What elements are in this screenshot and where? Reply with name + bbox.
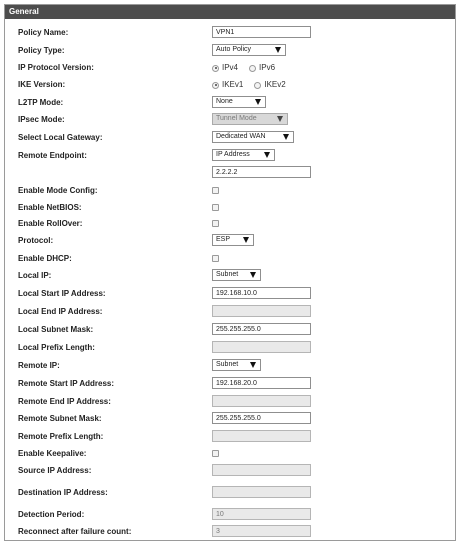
remote-endpoint-value: IP Address — [216, 151, 250, 158]
ipsec-mode-value: Tunnel Mode — [216, 115, 257, 122]
remote-endpoint-address-input[interactable] — [212, 166, 311, 178]
policy-name-label: Policy Name: — [18, 28, 69, 37]
local-end-ip-label: Local End IP Address: — [18, 307, 103, 316]
remote-endpoint-select[interactable] — [212, 149, 275, 161]
ip-protocol-label: IP Protocol Version: — [18, 63, 94, 72]
remote-ip-value: Subnet — [216, 361, 239, 368]
ipv4-label: IPv4 — [222, 63, 239, 72]
remote-end-ip-input — [212, 395, 311, 407]
netbios-checkbox[interactable] — [212, 204, 219, 211]
ipv4-radio[interactable] — [212, 65, 219, 72]
rollover-label: Enable RollOver: — [18, 219, 83, 228]
remote-subnet-mask-input[interactable] — [212, 412, 311, 424]
local-end-ip-input — [212, 305, 311, 317]
destination-ip-label: Destination IP Address: — [18, 488, 108, 497]
ikev1-label: IKEv1 — [222, 80, 244, 89]
keepalive-checkbox[interactable] — [212, 450, 219, 457]
local-ip-label: Local IP: — [18, 271, 52, 280]
local-gateway-label: Select Local Gateway: — [18, 133, 103, 142]
source-ip-input — [212, 464, 311, 476]
local-subnet-mask-label: Local Subnet Mask: — [18, 325, 94, 334]
ipsec-mode-label: IPsec Mode: — [18, 115, 65, 124]
l2tp-mode-label: L2TP Mode: — [18, 98, 64, 107]
reconnect-count-label: Reconnect after failure count: — [18, 527, 132, 536]
local-ip-value: Subnet — [216, 271, 239, 278]
ike-version-label: IKE Version: — [18, 80, 66, 89]
protocol-value: ESP — [216, 236, 231, 243]
chevron-down-icon — [250, 362, 256, 368]
remote-start-ip-input[interactable] — [212, 377, 311, 389]
chevron-down-icon — [250, 272, 256, 278]
netbios-label: Enable NetBIOS: — [18, 203, 82, 212]
local-prefix-label: Local Prefix Length: — [18, 343, 95, 352]
policy-type-value: Auto Policy — [216, 46, 252, 53]
local-prefix-input — [212, 341, 311, 353]
chevron-down-icon — [275, 47, 281, 53]
local-gateway-select[interactable] — [212, 131, 294, 143]
local-gateway-value: Dedicated WAN — [216, 133, 266, 140]
chevron-down-icon — [255, 99, 261, 105]
l2tp-mode-value: None — [216, 98, 233, 105]
dhcp-checkbox[interactable] — [212, 255, 219, 262]
policy-name-input[interactable] — [212, 26, 311, 38]
ipsec-mode-select — [212, 113, 288, 125]
chevron-down-icon — [264, 152, 270, 158]
general-panel — [4, 4, 456, 541]
remote-ip-select[interactable] — [212, 359, 261, 371]
chevron-down-icon — [283, 134, 289, 140]
remote-start-ip-label: Remote Start IP Address: — [18, 379, 115, 388]
l2tp-mode-select[interactable] — [212, 96, 266, 108]
section-header: General — [5, 5, 455, 19]
protocol-select[interactable] — [212, 234, 254, 246]
policy-type-select[interactable] — [212, 44, 286, 56]
remote-prefix-label: Remote Prefix Length: — [18, 432, 104, 441]
policy-type-label: Policy Type: — [18, 46, 65, 55]
ipv6-radio[interactable] — [249, 65, 256, 72]
keepalive-label: Enable Keepalive: — [18, 449, 87, 458]
ikev2-radio[interactable] — [254, 82, 261, 89]
remote-prefix-input — [212, 430, 311, 442]
mode-config-checkbox[interactable] — [212, 187, 219, 194]
protocol-label: Protocol: — [18, 236, 54, 245]
remote-subnet-mask-label: Remote Subnet Mask: — [18, 414, 102, 423]
dhcp-label: Enable DHCP: — [18, 254, 72, 263]
rollover-checkbox[interactable] — [212, 220, 219, 227]
local-subnet-mask-input[interactable] — [212, 323, 311, 335]
remote-ip-label: Remote IP: — [18, 361, 60, 370]
source-ip-label: Source IP Address: — [18, 466, 92, 475]
local-start-ip-input[interactable] — [212, 287, 311, 299]
mode-config-label: Enable Mode Config: — [18, 186, 98, 195]
local-start-ip-label: Local Start IP Address: — [18, 289, 106, 298]
chevron-down-icon — [243, 237, 249, 243]
detection-period-label: Detection Period: — [18, 510, 85, 519]
remote-end-ip-label: Remote End IP Address: — [18, 397, 111, 406]
local-ip-select[interactable] — [212, 269, 261, 281]
ipv6-label: IPv6 — [259, 63, 276, 72]
ikev2-label: IKEv2 — [264, 80, 286, 89]
chevron-down-icon — [277, 116, 283, 122]
ikev1-radio[interactable] — [212, 82, 219, 89]
remote-endpoint-label: Remote Endpoint: — [18, 151, 87, 160]
detection-period-input — [212, 508, 311, 520]
reconnect-count-input — [212, 525, 311, 537]
destination-ip-input — [212, 486, 311, 498]
